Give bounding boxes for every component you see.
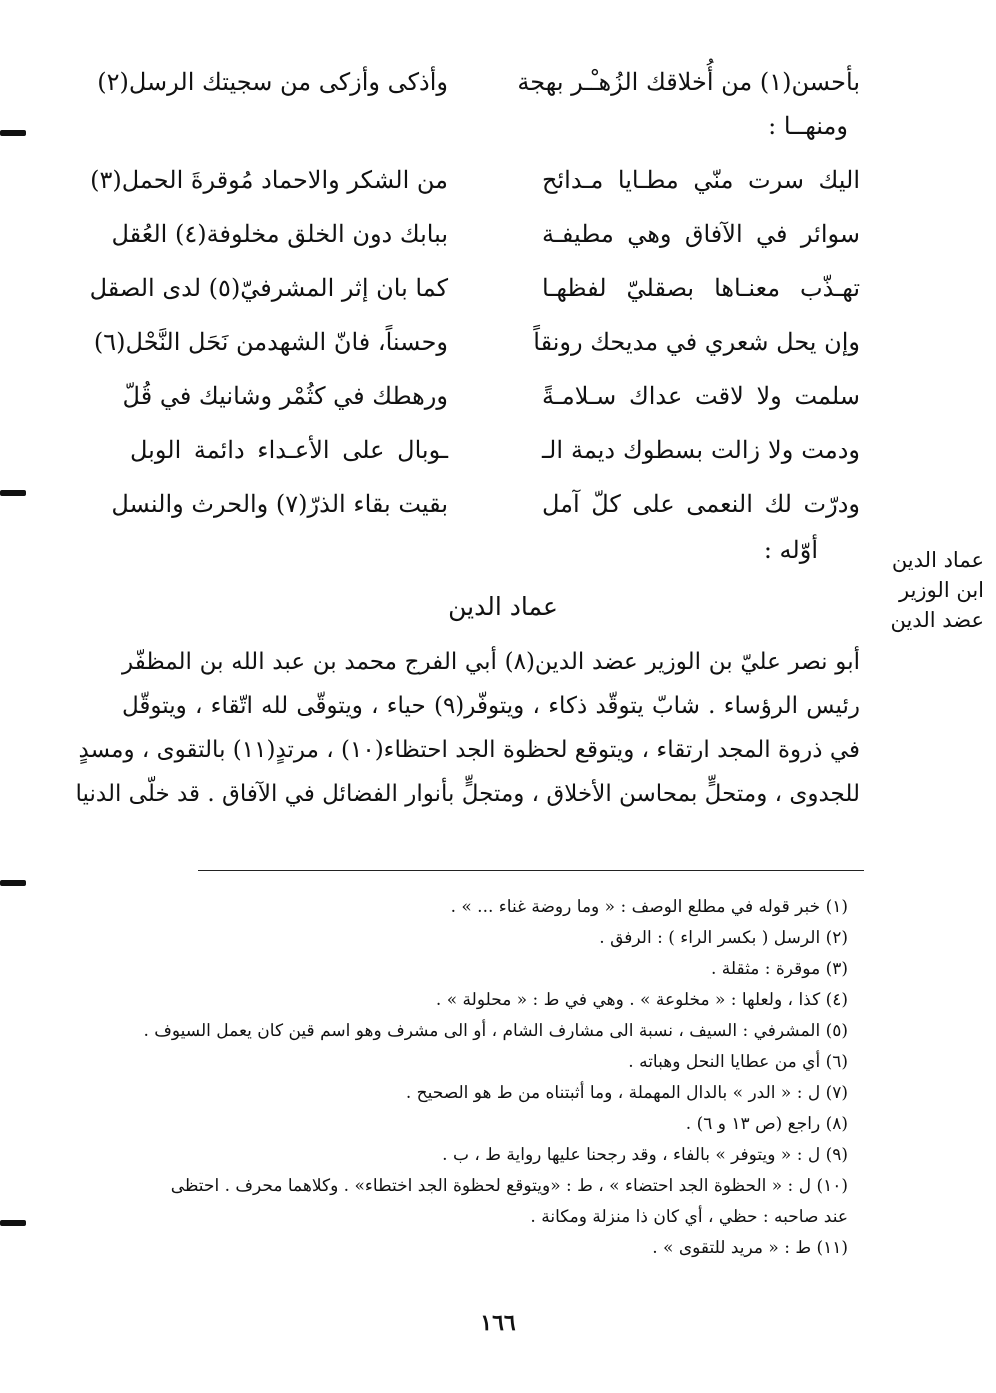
footnote: (٧) ل : « الدر » بالدال المهملة ، وما أثبتناه من ط هو الصحيح . bbox=[405, 1083, 848, 1103]
prose-line: أبو نصر عليّ بن الوزير عضد الدين(٨) أبي الفرج محمد بن عبد الله بن المظفّر bbox=[122, 649, 860, 675]
verse-second-hemistich: وحسناً، فانّ الشهدمن نَحَل النَّحْل(٦) bbox=[93, 328, 448, 356]
prose-line: في ذروة المجد ارتقاء ، ويتوقع لحظوة الجد احتظاء(١٠) ، مرتدٍ(١١) بالتقوى ، ومسدٍ bbox=[78, 737, 860, 763]
scan-edge-mark bbox=[0, 1220, 26, 1226]
verse-row bbox=[122, 369, 860, 423]
footnote: (٦) أي من عطايا النحل وهباته . bbox=[628, 1052, 848, 1072]
verse-first-hemistich: وإن يحل شعري في مديحك رونقاً bbox=[533, 328, 860, 356]
margin-note bbox=[884, 545, 984, 635]
scan-edge-mark bbox=[0, 490, 26, 496]
footnote: (٣) موقرة : مثقلة . bbox=[710, 959, 848, 979]
verse-second-hemistich: ـوبال على الأعـداء دائمة الوبل bbox=[130, 436, 448, 464]
verse-second-hemistich: بقيت بقاء الذرّ(٧) والحرث والنسل bbox=[111, 490, 448, 518]
poem-block-top bbox=[97, 55, 860, 109]
verse-first-hemistich: بأحسن(١) من أُخلاقك الزُهـْـر بهجة bbox=[517, 68, 860, 96]
prose-line: رئيس الرؤساء . شابّ يتوقّد ذكاء ، ويتوفّر(٩) حياء ، ويتوقّى لله اتّقاء ، ويتوقّل bbox=[122, 693, 861, 719]
verse-first-hemistich: سلمت ولا لاقت عداك سـلامـةً bbox=[542, 382, 860, 410]
margin-note-line: عماد الدين bbox=[891, 548, 984, 572]
verse-row bbox=[111, 207, 860, 261]
footnotes bbox=[108, 892, 848, 1264]
verse-row bbox=[89, 261, 860, 315]
footnote: (٤) كذا ، ولعلها : « مخلوعة » . وهي في ط : « محلولة » . bbox=[435, 990, 848, 1010]
footnote: (١) خبر قوله في مطلع الوصف : « وما روضة غناء ... » . bbox=[450, 897, 848, 917]
verse-first-hemistich: ودمت ولا زالت بسطوك ديمة الـ bbox=[542, 436, 860, 464]
prose-line: للجدوى ، ومتحلٍّ بمحاسن الأخلاق ، ومتجلٍّ بأنوار الفضائل في الآفاق . قد خلّى الدنيا bbox=[75, 781, 860, 807]
scan-edge-mark bbox=[0, 880, 26, 886]
page-number: ١٦٦ bbox=[480, 1310, 516, 1336]
verse-row bbox=[90, 153, 860, 207]
footnote: (١٠) ل : « الحظوة الجد احتضاء » ، ط : «ويتوقع لحظوة الجد اختطاء» . وكلاهما محرف . احتظى bbox=[170, 1176, 848, 1196]
margin-note-line: عضد الدين bbox=[890, 608, 984, 632]
verses-intro: ومنهــا : bbox=[768, 112, 848, 140]
footnote: (١١) ط : « مريد للتقوى » . bbox=[652, 1238, 848, 1258]
verse-row bbox=[130, 423, 860, 477]
verse-second-hemistich: كما بان إثر المشرفيّ(٥) لدى الصقل bbox=[89, 274, 448, 302]
prose-paragraph bbox=[75, 640, 861, 816]
footnote-continuation: عند صاحبه : حظي ، أي كان ذا منزلة ومكانة . bbox=[530, 1207, 848, 1227]
margin-note-line: ابن الوزير bbox=[899, 578, 984, 602]
poem-block bbox=[89, 153, 860, 531]
verse-first-hemistich: سوائر في الآفاق وهي مطيفـة bbox=[542, 220, 860, 248]
footnote: (٢) الرسل ( بكسر الراء ) : الرفق . bbox=[599, 928, 848, 948]
verse-second-hemistich: ببابك دون الخلق مخلوفة(٤) العُقل bbox=[111, 220, 448, 248]
section-heading: عماد الدين bbox=[448, 592, 558, 621]
scan-edge-mark bbox=[0, 130, 26, 136]
footnote-divider bbox=[198, 870, 864, 871]
verse-second-hemistich: ورهطك في كثُمْر وشانيك في قُلّ bbox=[122, 382, 448, 410]
verse-first-hemistich: تهـذّب معنـاها بصقليّ لفظهـا bbox=[542, 274, 860, 302]
verse-first-hemistich: اليك سرت منّي مطـايا مـدائح bbox=[542, 166, 860, 194]
verse-row bbox=[93, 315, 860, 369]
next-poem-intro: أوّله : bbox=[763, 536, 818, 564]
verse-first-hemistich: ودرّت لك النعمى على كلّ آمل bbox=[542, 490, 860, 518]
footnote: (٨) راجع (ص ١٣ و ٦) . bbox=[685, 1114, 848, 1134]
verse-second-hemistich: من الشكر والاحماد مُوقرةَ الحمل(٣) bbox=[90, 166, 448, 194]
verse-row bbox=[111, 477, 860, 531]
footnote: (٥) المشرفي : السيف ، نسبة الى مشارف الشام ، أو الى مشرف وهو اسم قين كان يعمل السيوف . bbox=[143, 1021, 848, 1041]
verse-row bbox=[97, 55, 860, 109]
footnote: (٩) ل : « ويتوفر » بالفاء ، وقد رجحنا عليها رواية ط ، ب . bbox=[442, 1145, 848, 1165]
verse-second-hemistich: وأذكى وأزكى من سجيتك الرسل(٢) bbox=[97, 68, 448, 96]
